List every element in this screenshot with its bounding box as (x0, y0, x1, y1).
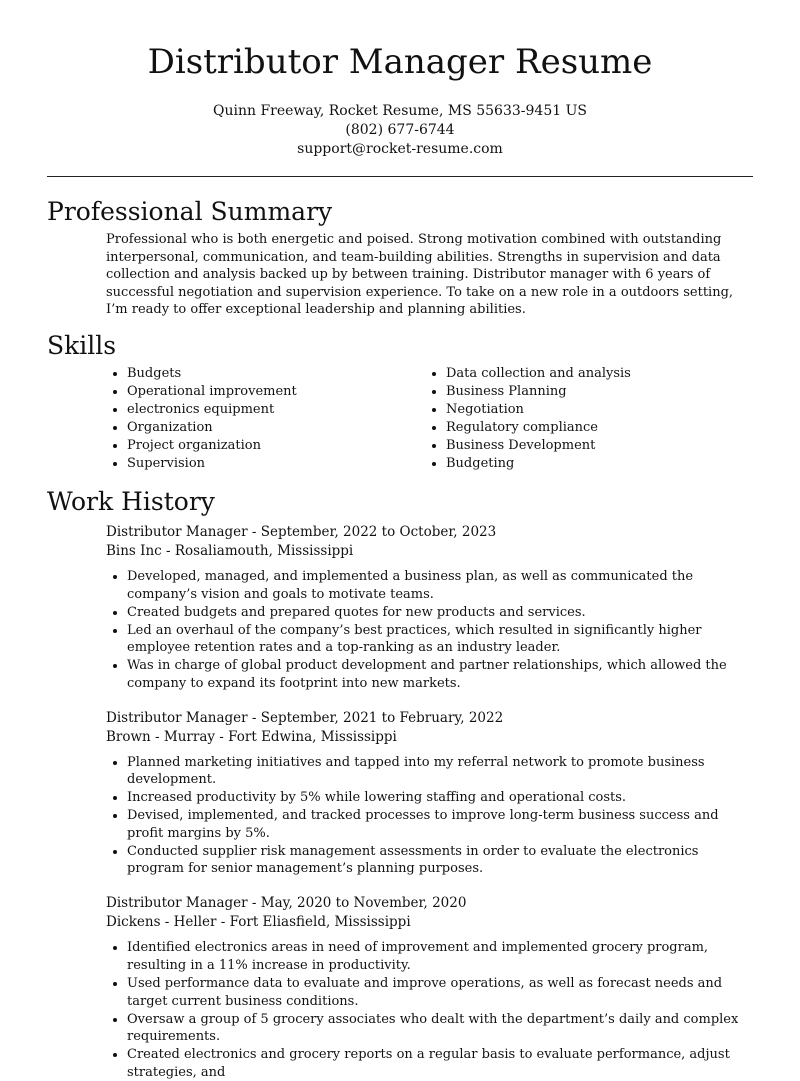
job-bullet: • Was in charge of global product development and partner relationships, which allowed the company to expand its footprint into new markets. (127, 657, 753, 692)
job-title: Distributor Manager - September, 2022 to October, 2023 (106, 523, 497, 540)
skill-item: • Negotiation (446, 401, 656, 419)
job-bullets (106, 939, 753, 1081)
skill-item: • Budgets (127, 365, 337, 383)
contact-address: Quinn Freeway, Rocket Resume, MS 55633-9451 US (213, 103, 587, 119)
job-bullet: • Identified electronics areas in need of improvement and implemented grocery program, resulting in a 11% increase in productivity. (127, 939, 753, 974)
contact-email: support@rocket-resume.com (297, 141, 503, 157)
job-entry (106, 523, 753, 692)
skill-item: • Business Planning (446, 383, 656, 401)
skill-item: • Data collection and analysis (446, 365, 656, 383)
job-bullet: • Increased productivity by 5% while lowering staffing and operational costs. (127, 789, 753, 807)
skill-item: • Business Development (446, 437, 656, 455)
job-company: Brown - Murray - Fort Edwina, Mississippi (106, 728, 397, 745)
job-bullet: • Devised, implemented, and tracked processes to improve long-term business success and profit margins by 5%. (127, 807, 753, 842)
skill-item: • electronics equipment (127, 401, 337, 419)
skill-item: • Regulatory compliance (446, 419, 656, 437)
job-bullet: • Led an overhaul of the company’s best practices, which resulted in significantly higher employee retention rates and a top-ranking as an industry leader. (127, 622, 753, 657)
job-bullet: • Conducted supplier risk management assessments in order to evaluate the electronics program for senior management’s planning purposes. (127, 843, 753, 878)
resume-title: Distributor Manager Resume (147, 42, 653, 82)
job-bullet: • Planned marketing initiatives and tapped into my referral network to promote business development. (127, 754, 753, 789)
job-bullets (106, 754, 753, 878)
job-title: Distributor Manager - May, 2020 to November, 2020 (106, 895, 467, 912)
job-entry (106, 709, 753, 878)
skill-item: • Budgeting (446, 455, 656, 473)
job-bullets (106, 568, 753, 692)
skills-column-left (0, 365, 337, 473)
job-company: Bins Inc - Rosaliamouth, Mississippi (106, 542, 354, 559)
skill-item: • Operational improvement (127, 383, 337, 401)
skills-column-right (337, 365, 656, 473)
job-entry (106, 894, 753, 1081)
skill-item: • Project organization (127, 437, 337, 455)
resume-header (0, 0, 800, 159)
skill-item: • Organization (127, 419, 337, 437)
job-bullet: • Created electronics and grocery reports on a regular basis to evaluate performance, adjust strategies, and (127, 1046, 753, 1081)
job-bullet: • Oversaw a group of 5 grocery associates who dealt with the department’s daily and complex requirements. (127, 1011, 753, 1046)
skills-heading: Skills (47, 330, 117, 360)
summary-heading: Professional Summary (47, 197, 333, 226)
job-title: Distributor Manager - September, 2021 to February, 2022 (106, 709, 504, 726)
job-bullet: • Developed, managed, and implemented a business plan, as well as communicated the company’s vision and goals to motivate teams. (127, 568, 753, 603)
job-company: Dickens - Heller - Fort Eliasfield, Mississippi (106, 914, 411, 931)
work-history-heading: Work History (47, 486, 215, 516)
summary-text: Professional who is both energetic and poised. Strong motivation combined with outstanding interpersonal, communication, and team-building abilities. Strengths in supervision and data collection and analysis backed up by between training. Distributor manager with 6 years of successful negotiation and supervision experience. To take on a new role in a outdoors setting, I’m ready to offer exceptional leadership and planning abilities. (106, 232, 734, 318)
job-bullet: • Created budgets and prepared quotes for new products and services. (127, 604, 753, 622)
skill-item: • Supervision (127, 455, 337, 473)
contact-phone: (802) 677-6744 (345, 122, 455, 138)
job-bullet: • Used performance data to evaluate and improve operations, as well as forecast needs and target current business conditions. (127, 975, 753, 1010)
skills-list (0, 365, 800, 473)
